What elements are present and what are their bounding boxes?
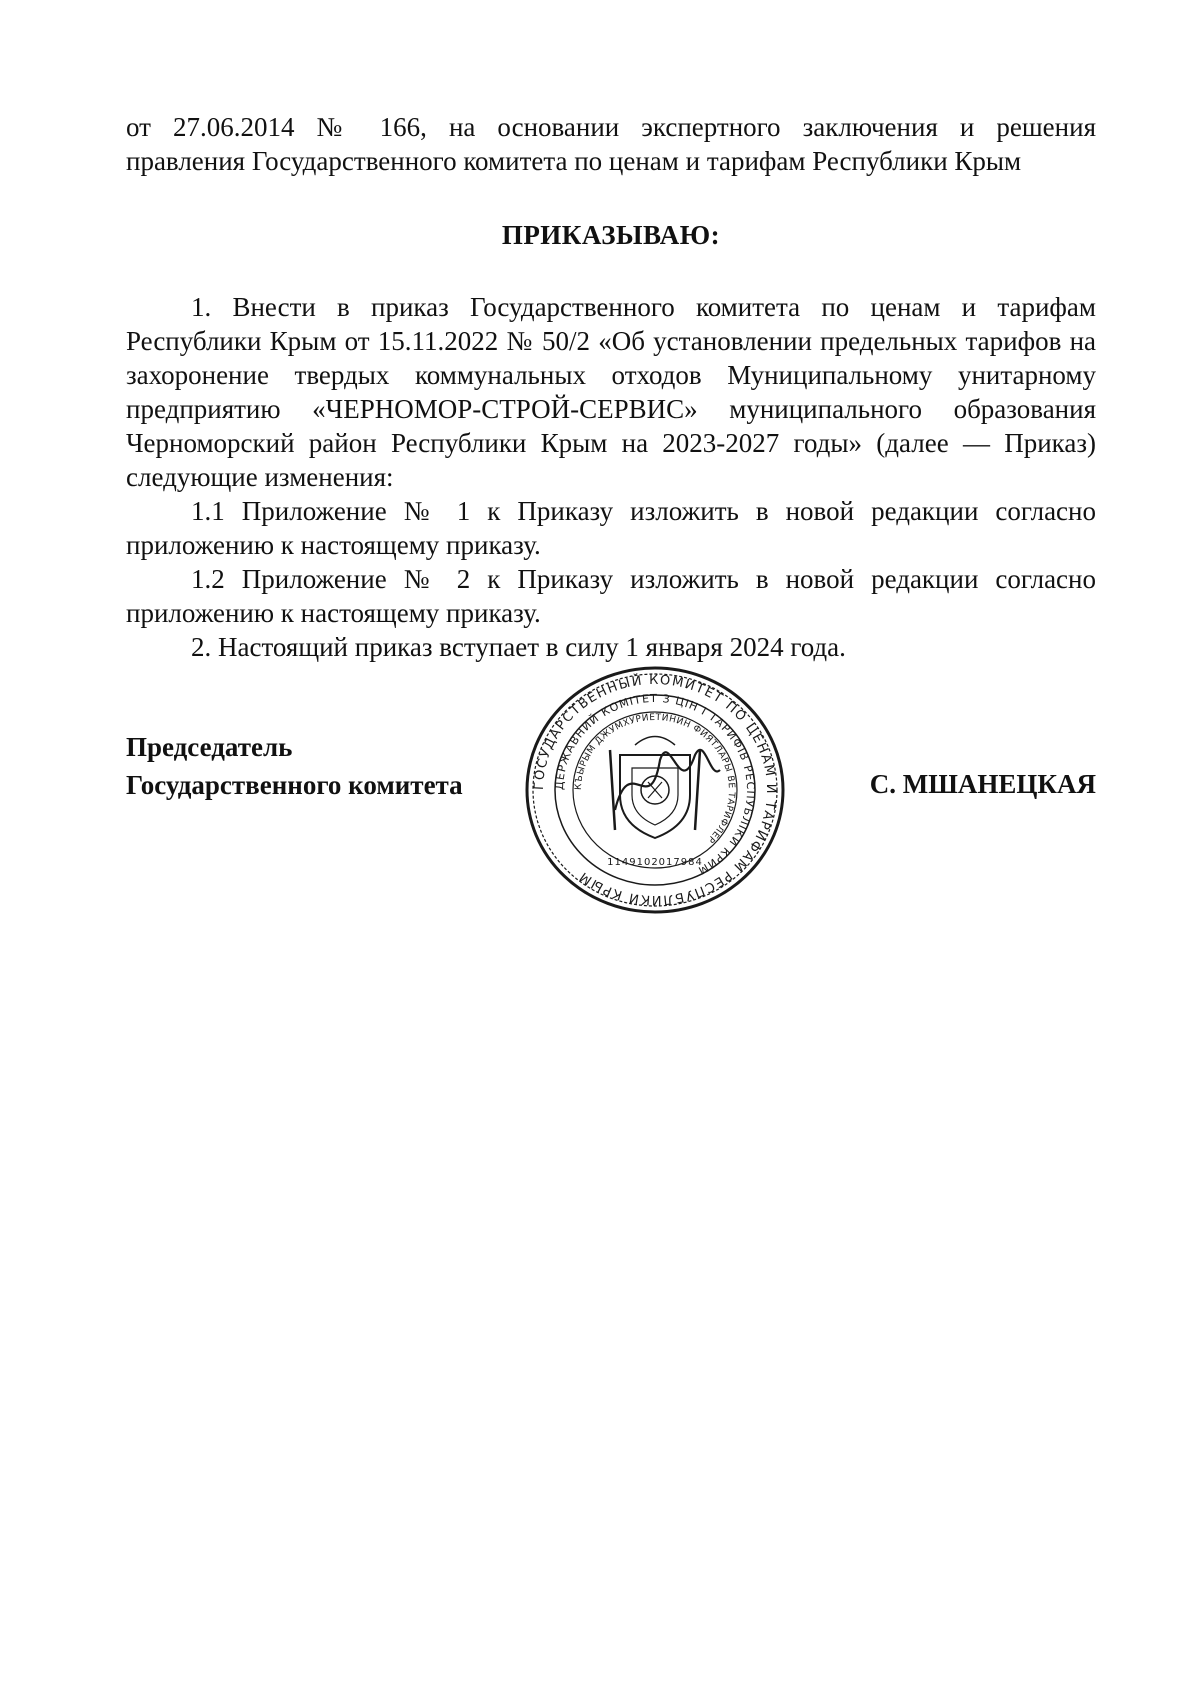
seal-inner-text: КЪЫРЫМ ДЖУМХУРИЕТИНИН ФИЯТЛАРЫ ВЕ ТАРИФЛЕР: [573, 712, 737, 845]
paragraph-item-1-1: 1.1 Приложение № 1 к Приказу изложить в новой редакции согласно приложению к настоящему приказу.: [126, 496, 1096, 560]
signatory-title-line-1: Председатель: [126, 732, 293, 762]
seal-outer-text: ГОСУДАРСТВЕННЫЙ КОМИТЕТ ПО ЦЕНАМ И ТАРИФАМ РЕСПУБЛИКИ КРЫМ: [531, 672, 779, 908]
seal-code: 1149102017984: [607, 857, 703, 868]
intro-text: [126, 110, 1096, 178]
paragraph-item-1: 1. Внести в приказ Государственного комитета по ценам и тарифам Республики Крым от 15.11.2022 № 50/2 «Об установлении предельных тарифов на захоронение твердых коммунальных отходов Муниципальному унитарному предприятию «ЧЕРНОМОР-СТРОЙ-СЕРВИС» муниципального образования Черноморский район Республики Крым на 2023-2027 годы» (далее — Приказ) следующие изменения:: [126, 292, 1096, 492]
paragraph-item-2: 2. Настоящий приказ вступает в силу 1 января 2024 года.: [191, 632, 846, 662]
intro-line-2: правления Государственного комитета по ценам и тарифам Республики Крым: [126, 146, 1022, 176]
handwritten-signature: [615, 750, 720, 810]
signatory-name: С. МШАНЕЦКАЯ: [869, 769, 1096, 799]
seal-middle-text: ДЕРЖАВНИЙ КОМІТЕТ З ЦІН І ТАРИФІВ РЕСПУБЛІКИ КРИМ: [552, 691, 758, 878]
intro-line-1: от 27.06.2014 № 166, на основании экспертного заключения и решения: [126, 112, 1096, 142]
paragraph-item-1-2: 1.2 Приложение № 2 к Приказу изложить в новой редакции согласно приложению к настоящему приказу.: [126, 564, 1096, 628]
order-body: [126, 290, 1096, 664]
official-seal: [520, 660, 790, 920]
signatory-title: [126, 728, 463, 804]
signatory-title-line-2: Государственного комитета: [126, 770, 463, 800]
order-heading: ПРИКАЗЫВАЮ:: [501, 220, 721, 250]
seal-graphic: [520, 660, 790, 920]
